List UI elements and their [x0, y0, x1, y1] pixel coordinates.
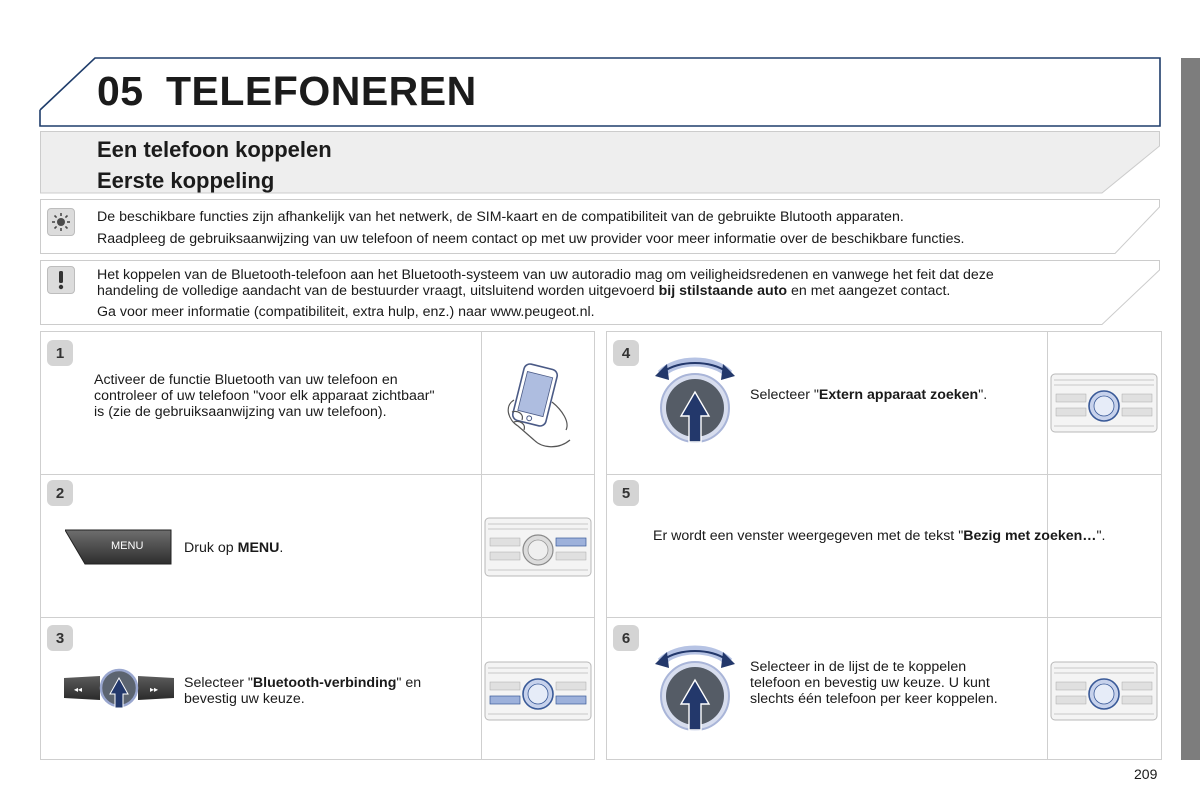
- step-2-text-start: Druk op: [184, 540, 238, 556]
- step-3-badge: 3: [47, 625, 73, 651]
- warning-icon: [47, 266, 75, 294]
- chapter-title: TELEFONEREN: [166, 68, 477, 114]
- warning-note-line-1: Het koppelen van de Bluetooth-telefoon aan het Bluetooth-systeem van uw autoradio mag om veiligheidsredenen en vanwege het feit dat deze: [97, 267, 994, 283]
- info-note-line-1: De beschikbare functies zijn afhankelijk van het netwerk, de SIM-kaart en de compatibiliteit van de gebruikte Blutooth apparaten.: [97, 209, 904, 225]
- rotary-knob-rotate-press-2: [651, 640, 739, 736]
- warning-note-line-2: [97, 283, 950, 299]
- sun-bulb-icon: [47, 208, 75, 236]
- step-3-text-end: " en bevestig uw keuze.: [184, 675, 422, 707]
- step-5-image-cell: [1047, 474, 1162, 618]
- rotary-knob-rotate-press: [651, 352, 739, 448]
- warning-note-text: handeling de volledige aandacht van de bestuurder vraagt, uitsluitend worden uitgevoerd: [97, 283, 659, 299]
- page-number: 209: [1134, 766, 1158, 782]
- info-note-line-2: Raadpleeg de gebruiksaanwijzing van uw telefoon of neem contact op met uw provider voor meer informatie over de beschikbare functies.: [97, 231, 965, 247]
- step-4-text-bold: Extern apparaat zoeken: [818, 387, 979, 403]
- warning-note-emphasis: bij stilstaande auto: [658, 283, 788, 299]
- step-3-text-start: Selecteer ": [184, 675, 253, 691]
- menu-key-illustration: [65, 528, 173, 566]
- step-3-text-bold: Bluetooth-verbinding: [252, 675, 397, 691]
- radio-panel-knob-highlighted-2: [1050, 660, 1158, 722]
- svg-text:◂◂: ◂◂: [74, 685, 83, 694]
- warning-note-line-3: Ga voor meer informatie (compatibiliteit, extra hulp, enz.) naar www.peugeot.nl.: [97, 304, 595, 320]
- chapter-edge-tab: [1181, 58, 1200, 760]
- step-4-text-end: ".: [978, 387, 988, 403]
- chapter-number: 05: [97, 68, 144, 114]
- step-6-badge: 6: [613, 625, 639, 651]
- menu-key-label: MENU: [111, 540, 144, 552]
- step-2-text: [184, 540, 283, 556]
- step-5-text-start: Er wordt een venster weergegeven met de tekst ": [653, 528, 964, 544]
- step-2-badge: 2: [47, 480, 73, 506]
- section-subtitle: Eerste koppeling: [97, 168, 275, 193]
- radio-panel-knob-highlighted: [1050, 372, 1158, 434]
- step-2-text-bold: MENU: [237, 540, 280, 556]
- radio-panel-seek-highlighted: [484, 660, 592, 722]
- phone-in-hand-illustration: [500, 360, 580, 456]
- section-title: Een telefoon koppelen: [97, 137, 332, 162]
- step-4-text: [750, 387, 1000, 403]
- step-4-text-start: Selecteer ": [750, 387, 819, 403]
- step-4-badge: 4: [613, 340, 639, 366]
- step-1-text: Activeer de functie Bluetooth van uw telefoon en controleer of uw telefoon "voor elk apparaat zichtbaar" is (zie de gebruiksaanwijzing van uw telefoon).: [94, 372, 435, 420]
- step-5-text: [653, 528, 1113, 544]
- seek-buttons-with-knob: [60, 664, 178, 712]
- step-5-text-end: ".: [1096, 528, 1106, 544]
- step-3-text: [184, 675, 469, 707]
- radio-panel-menu-highlighted: [484, 516, 592, 578]
- step-5-text-bold: Bezig met zoeken…: [963, 528, 1097, 544]
- step-1-badge: 1: [47, 340, 73, 366]
- step-2-text-end: .: [279, 540, 284, 556]
- step-6-text: Selecteer in de lijst de te koppelen telefoon en bevestig uw keuze. U kunt slechts één telefoon per keer koppelen.: [750, 659, 998, 707]
- step-5-badge: 5: [613, 480, 639, 506]
- svg-text:▸▸: ▸▸: [150, 685, 159, 694]
- warning-note-text-end: en met aangezet contact.: [787, 283, 951, 299]
